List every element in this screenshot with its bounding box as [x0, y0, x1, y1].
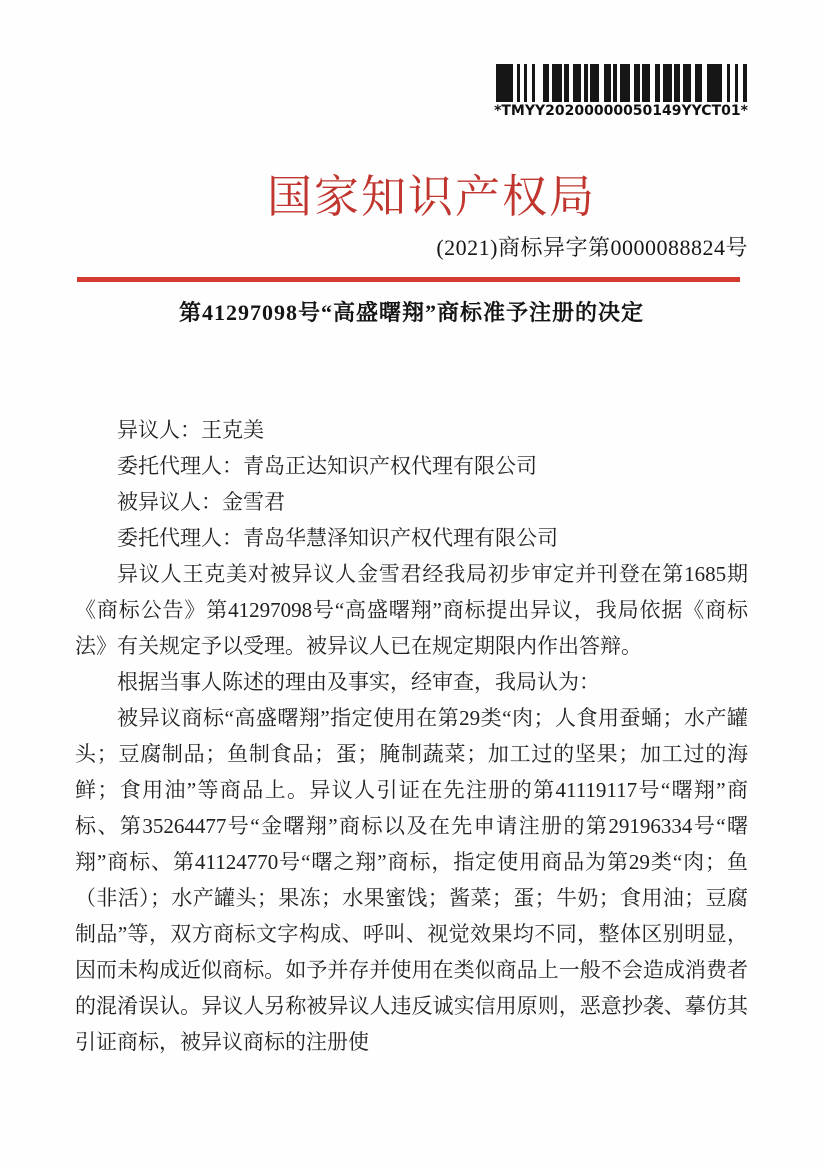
party-line-agent-2: 委托代理人：青岛华慧泽知识产权代理有限公司 [117, 526, 558, 550]
barcode [493, 64, 749, 119]
party-line-opponent: 异议人：王克美 [117, 418, 264, 442]
paragraph-review-intro: 根据当事人陈述的理由及事实，经审查，我局认为： [117, 670, 600, 694]
barcode-value: *TMYY20200000050149YYCT01* [494, 103, 748, 119]
doc-number: (2021)商标异字第0000088824号 [436, 235, 748, 260]
paragraph-findings: 被异议商标“高盛曙翔”指定使用在第29类“肉；人食用蚕蛹；水产罐头；豆腐制品；鱼制食品；蛋；腌制蔬菜；加工过的坚果；加工过的海鲜；食用油”等商品上。异议人引证在先注册的第41119117号“曙翔”商标、第35264477号“金曙翔”商标以及在先申请注册的第29196334号“曙翔”商标、第41124770号“曙之翔”商标，指定使用商品为第29类“肉；鱼（非活）；水产罐头；果冻；水果蜜饯；酱菜；蛋；牛奶；食用油；豆腐制品”等，双方商标文字构成、呼叫、视觉效果均不同，整体区别明显，因而未构成近似商标。如予并存并使用在类似商品上一般不会造成消费者的混淆误认。异议人另称被异议人违反诚实信用原则，恶意抄袭、摹仿其引证商标，被异议商标的注册使 [75, 706, 748, 1054]
party-line-respondent: 被异议人：金雪君 [117, 490, 285, 514]
red-divider [77, 277, 740, 282]
barcode-bars [493, 64, 749, 102]
party-line-agent-1: 委托代理人：青岛正达知识产权代理有限公司 [117, 454, 537, 478]
org-title: 国家知识产权局 [266, 172, 596, 222]
paragraph-case-intro: 异议人王克美对被异议人金雪君经我局初步审定并刊登在第1685期《商标公告》第41297098号“高盛曙翔”商标提出异议，我局依据《商标法》有关规定予以受理。被异议人已在规定期限内作出答辩。 [75, 562, 748, 658]
document-body [75, 412, 748, 1060]
decision-title: 第41297098号“高盛曙翔”商标准予注册的决定 [178, 300, 644, 325]
